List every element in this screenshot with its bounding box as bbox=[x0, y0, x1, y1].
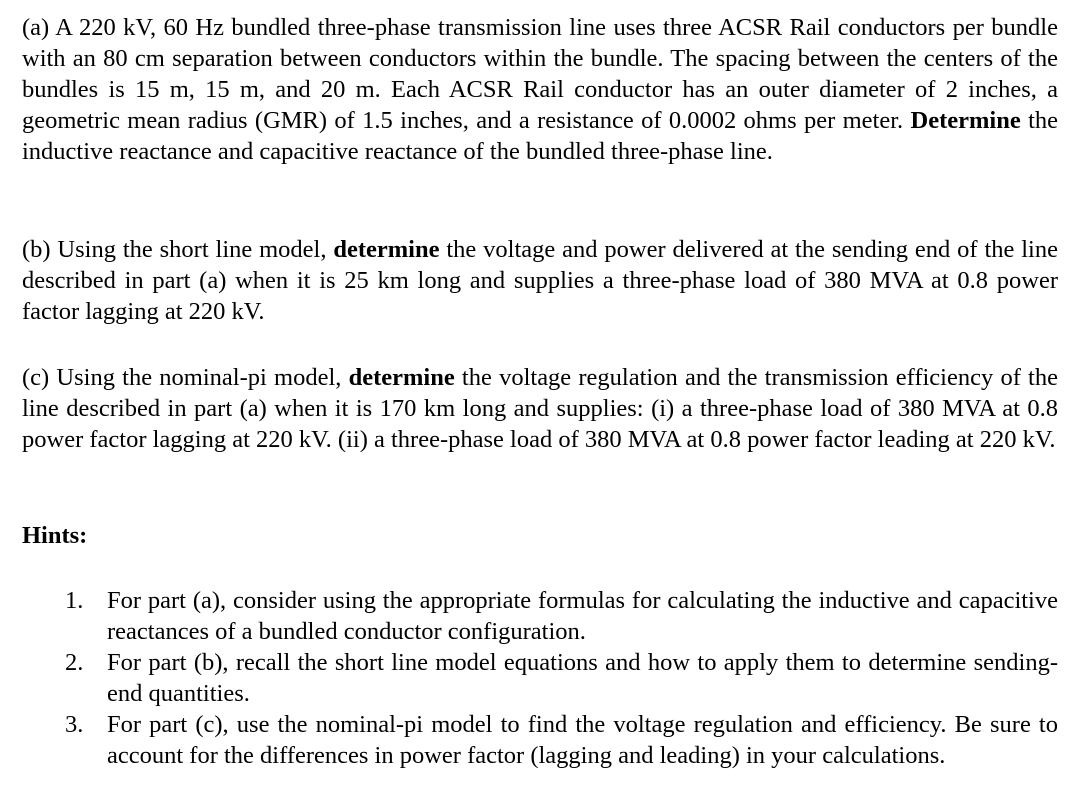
part-a-text-2: the inductive reactance and capacitive reactance of the bundled three-phase line. bbox=[22, 107, 1058, 165]
hint-text: For part (c), use the nominal-pi model to find the voltage regulation and efficiency. Be sure to account for the differences in power factor (lagging and leading) in your calculations. bbox=[107, 711, 1058, 769]
part-c-keyword: determine bbox=[348, 364, 455, 391]
hints-heading: Hints: bbox=[22, 522, 88, 549]
hint-text: For part (b), recall the short line model equations and how to apply them to determine sending-end quantities. bbox=[107, 649, 1058, 707]
part-b-text-1: (b) Using the short line model, bbox=[22, 236, 334, 263]
hint-item bbox=[0, 709, 1058, 771]
hint-item bbox=[0, 647, 1058, 709]
part-b-paragraph bbox=[22, 234, 1058, 327]
part-a-paragraph bbox=[22, 12, 1058, 167]
part-c-paragraph bbox=[22, 362, 1058, 455]
part-b-keyword: determine bbox=[333, 236, 440, 263]
part-c-text-2: the voltage regulation and the transmission efficiency of the line described in part (a) when it is 170 km long and supplies: (i) a three-phase load of 380 MVA at 0.8 power factor lagging at 220 kV. (ii) a three-phase load of 380 MVA at 0.8 power factor leading at 220 kV. bbox=[22, 364, 1058, 453]
part-c-text-1: (c) Using the nominal-pi model, bbox=[22, 364, 349, 391]
hint-number: 1. bbox=[65, 587, 84, 614]
part-b-text-2: the voltage and power delivered at the sending end of the line described in part (a) when it is 25 km long and supplies a three-phase load of 380 MVA at 0.8 power factor lagging at 220 kV. bbox=[22, 236, 1058, 325]
part-a-text-1: (a) A 220 kV, 60 Hz bundled three-phase transmission line uses three ACSR Rail conductors per bundle with an 80 cm separation between conductors within the bundle. The spacing between the centers of the bundles is 15 m, 15 m, and 20 m. Each ACSR Rail conductor has an outer diameter of 2 inches, a geometric mean radius (GMR) of 1.5 inches, and a resistance of 0.0002 ohms per meter. bbox=[22, 14, 1058, 134]
hint-item bbox=[0, 585, 1058, 647]
hint-number: 3. bbox=[65, 711, 84, 738]
hint-text: For part (a), consider using the appropriate formulas for calculating the inductive and capacitive reactances of a bundled conductor configuration. bbox=[107, 587, 1058, 645]
hint-number: 2. bbox=[65, 649, 84, 676]
hint-list bbox=[0, 585, 1087, 771]
part-a-keyword: Determine bbox=[910, 107, 1021, 134]
